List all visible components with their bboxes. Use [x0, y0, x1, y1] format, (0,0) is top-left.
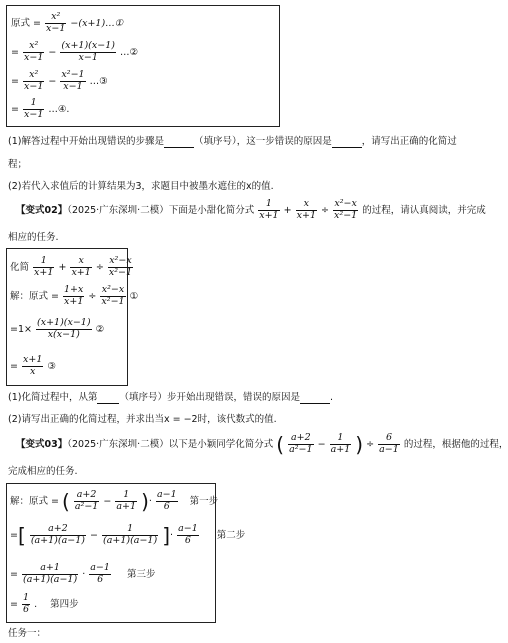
box3-step1: 解：原式 = ( $\frac{a+2}{\text{a²−1}}$ − $\frac{1}{a+1}$ )· $\frac{a-1}{6}$ 第一步 — [10, 489, 219, 514]
box1-line2: = $\frac{\text{x²}}{x-1}$ − $\frac{(x+1)(x-1)}{x-1}$ …② — [11, 40, 139, 63]
fraction: $\frac{a+2}{\text{a²−1}}$ — [74, 489, 99, 512]
box2-header: 化简 $\frac{1}{x+1}$ + $\frac{x}{x+1}$ ÷ $\frac{\text{x²−x}}{\text{x²−1}}$ — [10, 255, 133, 278]
question-1-cont: 程； — [8, 159, 28, 170]
fraction: $\frac{1}{x+1}$ — [259, 198, 279, 221]
fraction: $\frac{a-1}{6}$ — [178, 523, 198, 546]
box3-step2: =[ $\frac{a+2}{(a+1)(a-1)}$ − $\frac{1}{(a+1)(a-1)}$ ]· $\frac{a-1}{6}$ 第二步 — [10, 523, 246, 548]
box2-step3: = $\frac{x+1}{x}$ ③ — [10, 354, 56, 377]
fraction: $\frac{\text{x²}}{x-1}$ — [46, 11, 66, 34]
fraction: $\frac{a-1}{6}$ — [90, 562, 110, 585]
fraction: $\frac{(x+1)(x-1)}{x-1}$ — [61, 40, 115, 63]
box1-line1: 原式 = $\frac{\text{x²}}{x-1}$ −(x+1)…① — [11, 11, 124, 34]
fraction: $\frac{1}{a+1}$ — [116, 489, 137, 512]
fraction: $\frac{\text{x²}}{x-1}$ — [24, 40, 44, 63]
box3-step4: = $\frac{1}{6}$ . 第四步 — [10, 592, 79, 615]
box1-line4: = $\frac{1}{x-1}$ …④. — [11, 97, 70, 120]
fraction: $\frac{1+x}{x+1}$ — [64, 284, 84, 307]
variant-02-question-2: (2)请写出正确的化简过程，并求出当x = −2时，该代数式的值. — [8, 414, 277, 425]
fraction: $\frac{a+1}{(a+1)(a-1)}$ — [23, 562, 78, 585]
variant-02-question-1: (1)化简过程中，从第 （填序号）步开始出现错误，错误的原因是 . — [8, 392, 334, 403]
fraction: $\frac{a+2}{\text{a²−1}}$ — [289, 432, 313, 455]
task-1-label: 任务一： — [8, 628, 47, 639]
fraction: $\frac{1}{6}$ — [23, 592, 30, 615]
fraction: $\frac{\text{x²−1}}{x-1}$ — [61, 69, 85, 92]
fraction: $\frac{1}{x+1}$ — [34, 255, 54, 278]
fraction: $\frac{6}{a-1}$ — [379, 432, 399, 455]
box2-step1: 解：原式 = $\frac{1+x}{x+1}$ ÷ $\frac{\text{x²−x}}{\text{x²−1}}$ ① — [10, 284, 139, 307]
fraction: $\frac{x}{x+1}$ — [71, 255, 91, 278]
fraction: $\frac{1}{a+1}$ — [330, 432, 351, 455]
fraction: $\frac{1}{x-1}$ — [24, 97, 44, 120]
fraction: $\frac{a-1}{6}$ — [156, 489, 177, 512]
fraction: $\frac{(x+1)(x-1)}{x(x-1)}$ — [37, 317, 91, 340]
box2-step2: =1× $\frac{(x+1)(x-1)}{x(x-1)}$ ② — [10, 317, 105, 340]
variant-02-header: 【变式02】（2025·广东深圳·二模）下面是小甜化简分式 $\frac{1}{x+1}$ + $\frac{x}{x+1}$ ÷ $\frac{\text{x²−x}}{\text{x²−1}}$ 的过程，请认真阅读，并完成 — [16, 198, 486, 221]
answer-blank[interactable] — [164, 137, 194, 148]
question-1: (1)解答过程中开始出现错误的步骤是 （填序号），这一步错误的原因是 ，请写出正确的化简过 — [8, 136, 457, 147]
fraction: $\frac{\text{x²−x}}{\text{x²−1}}$ — [108, 255, 133, 278]
fraction: $\frac{x+1}{x}$ — [23, 354, 43, 377]
fraction: $\frac{\text{x²−x}}{\text{x²−1}}$ — [334, 198, 358, 221]
variant-03-header: 【变式03】（2025·广东深圳·二模）以下是小颖同学化简分式 ( $\frac{a+2}{\text{a²−1}}$ − $\frac{1}{a+1}$ ) ÷ $\frac{6}{a-1}$ 的过程，根据他的过程， — [16, 432, 508, 457]
box3-step3: = $\frac{a+1}{(a+1)(a-1)}$ · $\frac{a-1}{6}$ 第三步 — [10, 562, 156, 585]
fraction: $\frac{1}{(a+1)(a-1)}$ — [103, 523, 158, 546]
answer-blank[interactable] — [300, 393, 330, 404]
variant-02-line2: 相应的任务. — [8, 232, 59, 243]
variant-03-line2: 完成相应的任务. — [8, 466, 78, 477]
box1-line3: = $\frac{\text{x²}}{x-1}$ − $\frac{\text{x²−1}}{x-1}$ …③ — [11, 69, 108, 92]
fraction: $\frac{\text{x²}}{x-1}$ — [24, 69, 44, 92]
question-2: (2)若代入求值后的计算结果为3，求题目中被墨水遮住的x的值. — [8, 181, 274, 192]
answer-blank[interactable] — [97, 393, 119, 404]
fraction: $\frac{x}{x+1}$ — [296, 198, 317, 221]
answer-blank[interactable] — [332, 137, 362, 148]
fraction: $\frac{a+2}{(a+1)(a-1)}$ — [30, 523, 85, 546]
fraction: $\frac{\text{x²−x}}{\text{x²−1}}$ — [101, 284, 125, 307]
